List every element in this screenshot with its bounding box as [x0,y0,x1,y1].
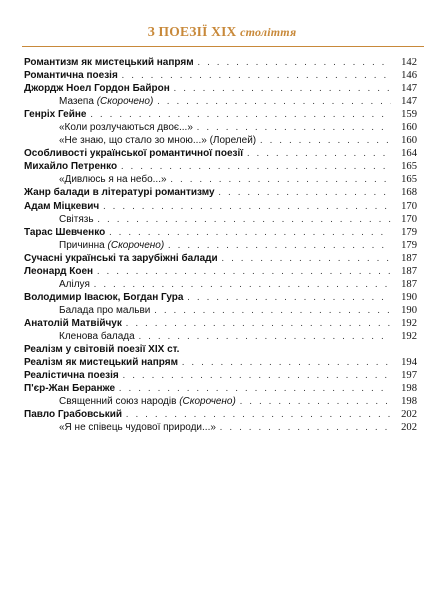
page-number: 146 [401,70,417,82]
toc-entry-note: (Скорочено) [179,396,236,408]
toc-entry-label [24,265,93,278]
dot-leader [171,173,391,186]
toc-entry [24,186,417,199]
toc-entry-title: Реалізм як мистецький напрям [24,357,178,369]
page-number: 168 [401,187,417,199]
toc-entry-label [24,200,99,213]
toc-entry-title: Реалізм у світовій поезії XIX ст. [24,344,180,356]
toc-entry [24,330,417,343]
toc-entry-title: Тарас Шевченко [24,226,106,238]
toc-entry-label [59,121,193,134]
page-number: 160 [401,122,417,134]
toc-entry-label [24,69,118,82]
toc-entry [24,265,417,278]
page-number: 187 [401,278,417,290]
toc-entry [24,160,417,173]
toc-entry-title: Адам Міцкевич [24,200,100,212]
page-number: 192 [401,330,417,342]
toc-entry-title: Священний союз народів [59,396,177,408]
title-rule [22,46,424,47]
toc-entry [24,95,417,108]
toc-entry-label [24,226,105,239]
toc-entry-title: Джордж Ноел Гордон Байрон [24,83,170,95]
toc-entry [24,147,417,160]
dot-leader [240,395,391,408]
section-title-main: З ПОЕЗІЇ XIX [147,24,237,39]
toc-entry [24,82,417,95]
toc-entry-label [24,317,122,330]
page-number: 192 [401,317,417,329]
toc-entry-title: Романтизм як мистецький напрям [24,57,194,68]
page-number: 159 [401,109,417,121]
toc-entry [24,69,417,82]
dot-leader [90,108,391,121]
toc-entry [24,108,417,121]
toc-entry [24,395,417,408]
table-of-contents [24,56,417,434]
dot-leader [109,226,391,239]
toc-entry-title: Алілуя [59,278,90,290]
page-number: 179 [401,239,417,251]
toc-entry-title: «Не знаю, що стало зо мною...» (Лорелей) [59,135,257,147]
dot-leader [126,317,391,330]
toc-entry-label [59,239,164,252]
toc-entry-label [24,382,115,395]
toc-entry [24,291,417,304]
dot-leader [220,421,391,434]
toc-entry-title: Світязь [59,213,94,225]
toc-entry-label [59,173,167,186]
dot-leader [187,291,391,304]
dot-leader [197,121,391,134]
toc-entry-title: Сучасні українські та зарубіжні балади [24,252,218,264]
toc-entry [24,304,417,317]
dot-leader [198,56,391,69]
page-number: 198 [401,396,417,408]
toc-entry-label [24,356,178,369]
page-number: 160 [401,135,417,147]
toc-entry-label [59,95,153,108]
toc-entry-label [24,291,183,304]
dot-leader [121,160,391,173]
toc-entry-title: Леонард Коен [24,265,94,277]
toc-entry-title: Мазепа [59,96,94,108]
toc-entry-label [59,395,236,408]
toc-entry-label [59,304,150,317]
page-number: 170 [401,213,417,225]
page-number: 202 [401,422,417,434]
dot-leader [260,134,391,147]
dot-leader [174,82,391,95]
toc-entry [24,369,417,382]
page-number: 147 [401,83,417,95]
toc-entry-title: Генріх Гейне [24,109,87,121]
dot-leader [123,369,391,382]
toc-entry [24,356,417,369]
dot-leader [94,278,391,291]
dot-leader [98,213,391,226]
page-number: 190 [401,291,417,303]
section-title [0,24,444,40]
dot-leader [157,95,391,108]
toc-entry [24,343,417,356]
toc-entry-title: Кленова балада [59,330,135,342]
page-number: 164 [401,148,417,160]
toc-entry-label [59,213,94,226]
toc-entry-label [24,343,179,356]
toc-entry-title: Реалістична поезія [24,370,119,382]
toc-entry-title: «Дивлюсь я на небо...» [59,174,167,186]
toc-entry-label [24,147,243,160]
toc-entry [24,252,417,265]
dot-leader [222,252,391,265]
page-number: 198 [401,383,417,395]
toc-entry-label [24,108,86,121]
toc-entry-label [59,421,216,434]
dot-leader [168,239,391,252]
toc-entry-title: Романтична поезія [24,70,118,82]
dot-leader [219,186,391,199]
dot-leader [97,265,391,278]
toc-entry [24,121,417,134]
toc-entry-title: Балада про мальви [59,304,151,316]
page-number: 194 [401,357,417,369]
toc-entry [24,134,417,147]
toc-entry-title: Володимир Івасюк, Богдан Гура [24,291,184,303]
toc-entry [24,173,417,186]
toc-entry [24,421,417,434]
toc-entry-label [24,252,218,265]
toc-entry-label [24,56,194,69]
toc-entry-label [24,369,119,382]
toc-entry-title: Михайло Петренко [24,161,118,173]
toc-entry [24,200,417,213]
toc-entry-title: Причинна [59,239,105,251]
page-number: 197 [401,370,417,382]
toc-entry [24,317,417,330]
toc-entry-label [24,82,170,95]
dot-leader [103,200,391,213]
toc-entry-title: П'єр-Жан Беранже [24,383,116,395]
page-number: 165 [401,161,417,173]
toc-entry [24,213,417,226]
toc-entry-title: Жанр балади в літературі романтизму [24,187,215,199]
page-number: 165 [401,174,417,186]
toc-entry-label [24,160,117,173]
dot-leader [154,304,391,317]
toc-entry-label [24,186,215,199]
toc-entry-title: Павло Грабовський [24,409,123,421]
page-number: 142 [401,57,417,68]
toc-entry-label [59,278,90,291]
toc-entry [24,239,417,252]
page-number: 190 [401,304,417,316]
dot-leader [247,147,391,160]
toc-entry-label [59,134,256,147]
dot-leader [122,69,391,82]
dot-leader [139,330,391,343]
toc-entry-title: «Коли розлучаються двоє...» [59,122,193,134]
toc-entry-note: (Скорочено) [96,96,154,108]
page-number: 147 [401,96,417,108]
toc-entry-title: «Я не співець чудової природи...» [59,422,216,434]
section-title-small: століття [240,25,297,39]
toc-entry [24,278,417,291]
page-number: 170 [401,200,417,212]
dot-leader [119,382,391,395]
toc-entry-title: Особливості української романтичної поезії [24,148,244,160]
page-number: 187 [401,252,417,264]
page-number: 187 [401,265,417,277]
dot-leader [126,408,391,421]
toc-entry-label [59,330,135,343]
toc-entry-title: Анатолій Матвійчук [24,317,122,329]
page-number: 179 [401,226,417,238]
toc-entry [24,382,417,395]
toc-entry-note: (Скорочено) [107,239,165,251]
toc-entry [24,56,417,69]
page-number: 202 [401,409,417,421]
toc-entry [24,226,417,239]
toc-entry-label [24,408,122,421]
dot-leader [182,356,391,369]
toc-entry [24,408,417,421]
